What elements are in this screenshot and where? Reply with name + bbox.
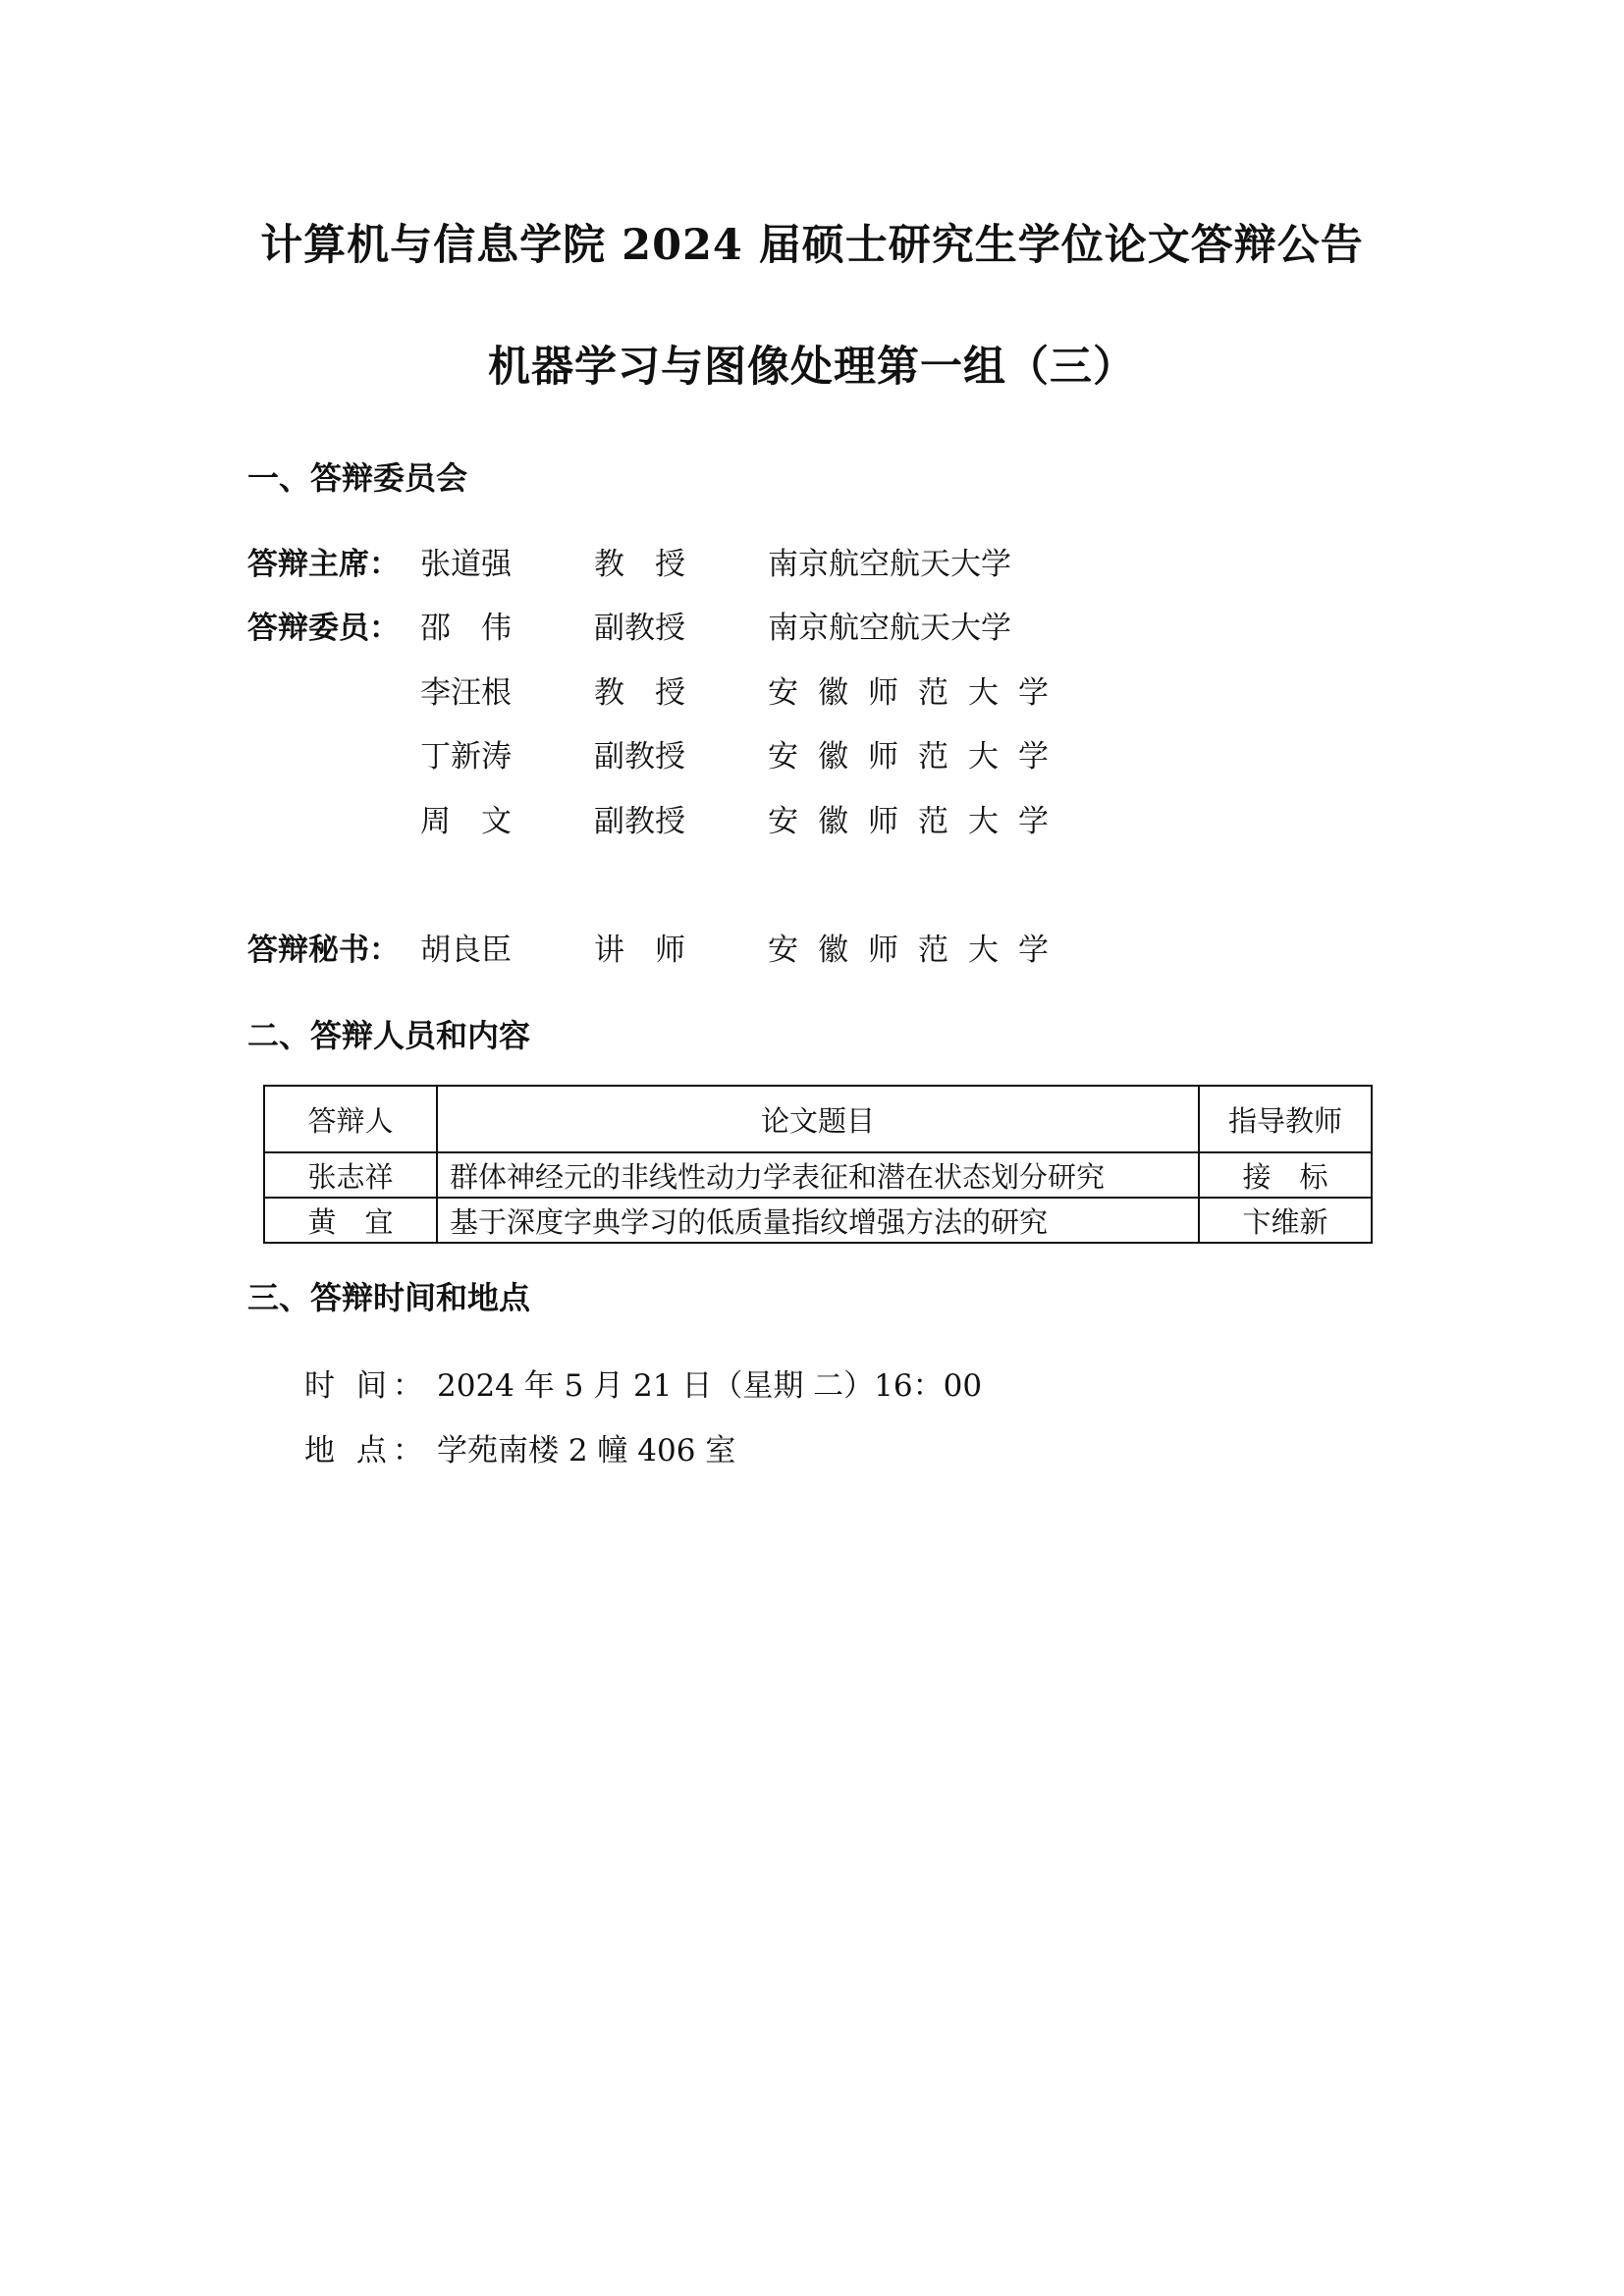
place-label: 地 点： [304, 1433, 429, 1468]
committee-heading: 一、答辩委员会 [247, 459, 468, 497]
column-header-advisor: 指导教师 [1199, 1086, 1372, 1152]
page-title: 计算机与信息学院 2024 届硕士研究生学位论文答辩公告 [260, 221, 1364, 270]
advisor-cell: 接 标 [1199, 1152, 1372, 1198]
defense-table [263, 1085, 1373, 1244]
committee-name: 李汪根 [420, 675, 512, 711]
committee-org: 安徽师范大学 [768, 804, 1068, 839]
time-value: 2024 年 5 月 21 日（星期 二）16：00 [437, 1368, 983, 1404]
defense-content-heading: 二、答辩人员和内容 [247, 1017, 531, 1054]
time-line [304, 1361, 982, 1405]
committee-role: 答辩主席： [247, 547, 400, 582]
advisor-cell: 卞维新 [1199, 1198, 1372, 1243]
committee-org: 南京航空航天大学 [768, 611, 1011, 646]
committee-role: 答辩委员： [247, 611, 400, 646]
committee-name: 张道强 [420, 547, 512, 582]
time-place-heading: 三、答辩时间和地点 [247, 1279, 531, 1316]
committee-org: 安徽师范大学 [768, 933, 1068, 968]
place-line [304, 1425, 735, 1469]
committee-rank: 教 授 [594, 547, 685, 582]
table-row [264, 1198, 1372, 1243]
table-header-row [264, 1086, 1372, 1152]
committee-rank: 讲 师 [594, 933, 685, 968]
table-row [264, 1152, 1372, 1198]
committee-rank: 副教授 [594, 611, 685, 646]
student-cell: 黄 宜 [264, 1198, 437, 1243]
committee-name: 丁新涛 [420, 739, 512, 774]
committee-role: 答辩秘书： [247, 933, 400, 968]
committee-name: 胡良臣 [420, 933, 512, 968]
committee-rank: 副教授 [594, 804, 685, 839]
topic-cell: 群体神经元的非线性动力学表征和潜在状态划分研究 [437, 1152, 1199, 1198]
committee-name: 邵 伟 [420, 611, 512, 646]
time-label: 时 间： [304, 1368, 429, 1404]
committee-org: 南京航空航天大学 [768, 547, 1011, 582]
committee-org: 安徽师范大学 [768, 739, 1068, 774]
page-subtitle: 机器学习与图像处理第一组（三） [488, 343, 1136, 392]
committee-rank: 副教授 [594, 739, 685, 774]
column-header-topic: 论文题目 [437, 1086, 1199, 1152]
column-header-student: 答辩人 [264, 1086, 437, 1152]
place-value: 学苑南楼 2 幢 406 室 [437, 1433, 736, 1468]
committee-rank: 教 授 [594, 675, 685, 711]
committee-org: 安徽师范大学 [768, 675, 1068, 711]
student-cell: 张志祥 [264, 1152, 437, 1198]
topic-cell: 基于深度字典学习的低质量指纹增强方法的研究 [437, 1198, 1199, 1243]
committee-name: 周 文 [420, 804, 512, 839]
